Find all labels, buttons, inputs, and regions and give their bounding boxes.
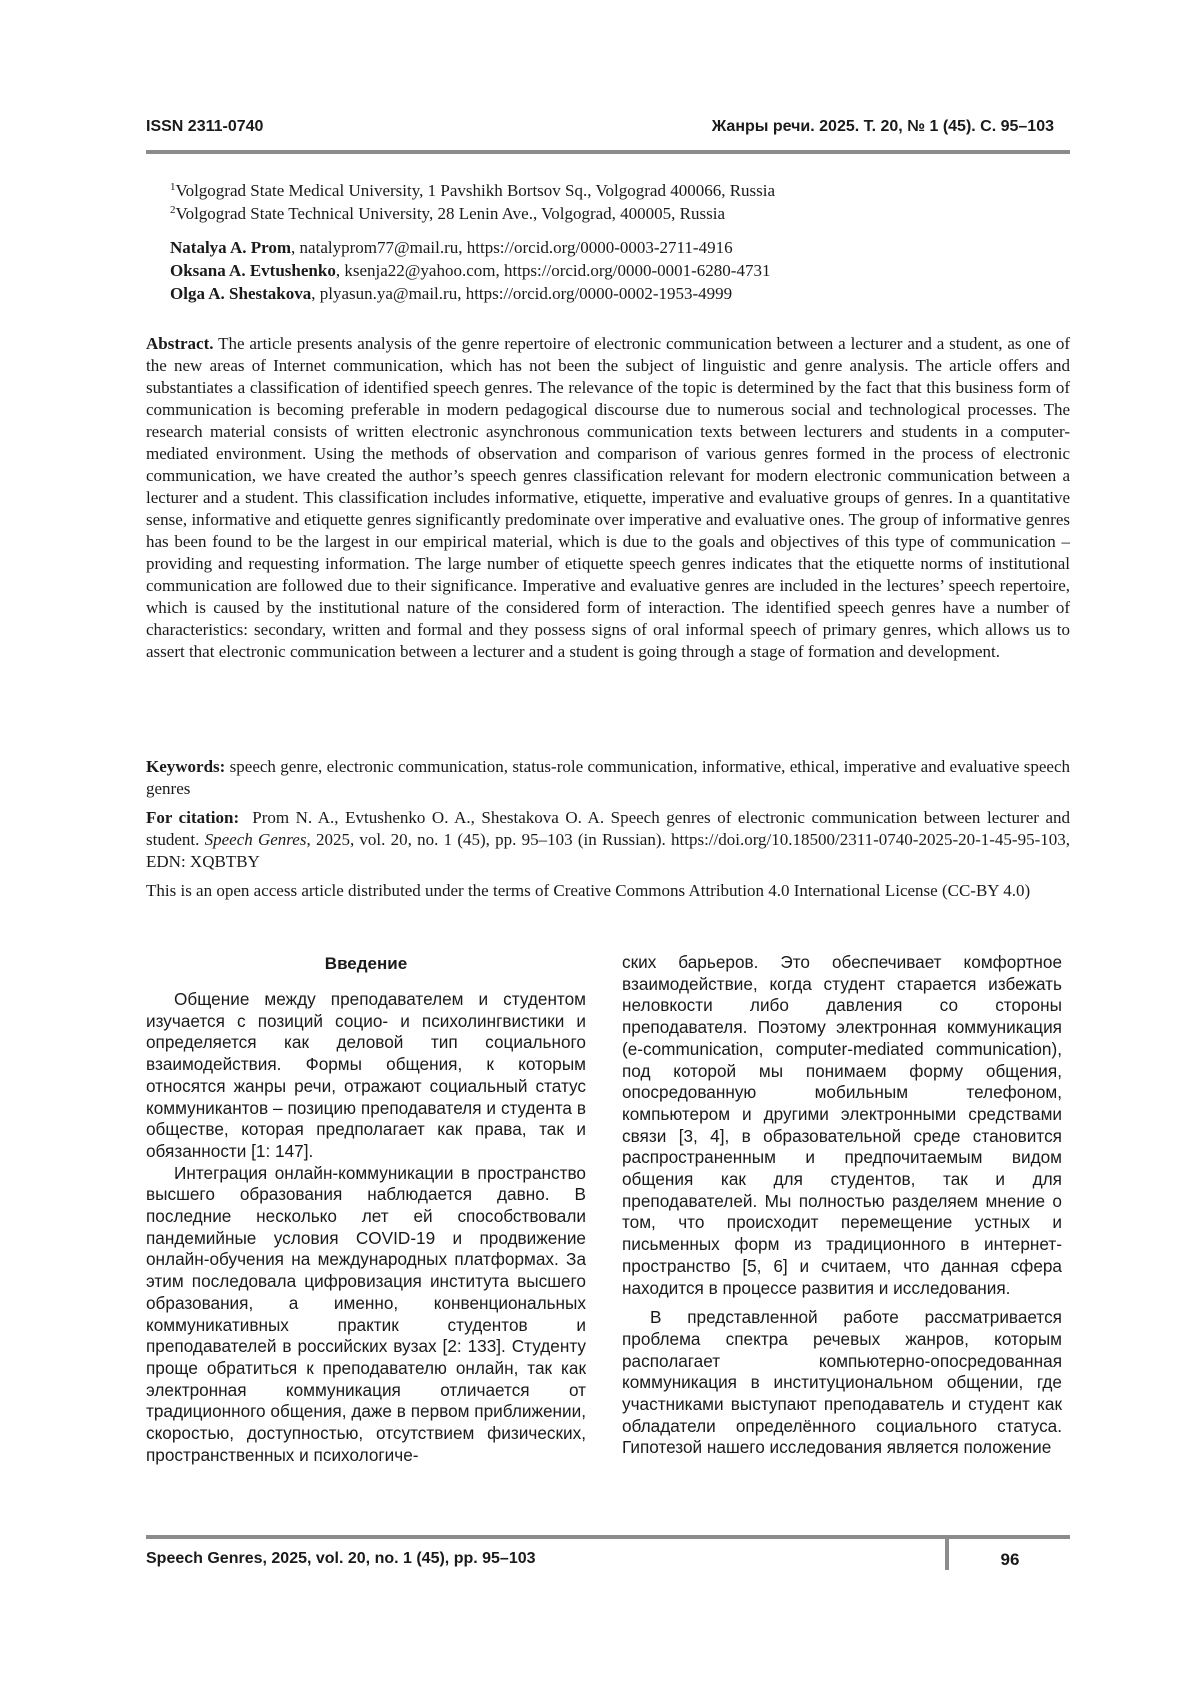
author-list (170, 236, 1070, 305)
author-2 (170, 259, 1070, 282)
paragraph-2-continued: ских барьеров. Это обеспечивает комфортное взаимодействие, когда студент старается избежать неловкости либо давления со стороны преподавателя. Поэтому электронная коммуникация (e-communication, computer-mediated communication), под которой мы понимаем форму общения, опосредованную мобильным телефоном, компьютером и другими электронными средствами связи [3, 4], в образовательной среде становится распространенным и предпочитаемым видом общения как для студентов, так и для преподавателей. Мы полностью разделяем мнение о том, что происходит перемещение устных и письменных форм из традиционного в интернет-пространство [5, 6] и считаем, что данная сфера находится в процессе развития и исследования. (622, 952, 1062, 1299)
journal-reference: Жанры речи. 2025. Т. 20, № 1 (45). С. 95–103 (712, 118, 1054, 136)
affiliation-1 (170, 179, 1070, 202)
footer-divider (945, 1535, 949, 1570)
author-3 (170, 282, 1070, 305)
abstract-text: The article presents analysis of the genre repertoire of electronic communication between a lecturer and a student, as one of the new areas of Internet communication, which has not been the subject of linguistic and genre analysis. The article offers and substantiates a classification of identified speech genres. The relevance of the topic is determined by the fact that this business form of communication is becoming preferable in modern pedagogical discourse due to numerous social and technological processes. The research material consists of written electronic asynchronous communication texts between lecturers and students in a computer-mediated environment. Using the methods of observation and comparison of various genres formed in the process of electronic communication, we have created the author’s speech genres classification relevant for modern electronic communication between a lecturer and a student. This classification includes informative, etiquette, imperative and evaluative groups of genres. In a quantitative sense, informative and etiquette genres significantly predominate over imperative and evaluative ones. The group of informative genres has been found to be the largest in our empirical material, which is due to the goals and objectives of this type of communication – providing and requesting information. The large number of etiquette speech genres indicates that the etiquette norms of institutional communication are followed due to their significance. Imperative and evaluative genres are included in the lectures’ speech repertoire, which is caused by the institutional nature of the considered form of interaction. The identified speech genres have a number of characteristics: secondary, written and formal and they possess signs of oral informal speech of primary genres, which allows us to assert that electronic communication between a lecturer and a student is going through a stage of formation and development. (146, 334, 1070, 661)
issn-label: ISSN 2311-0740 (146, 118, 263, 136)
author-1-contact[interactable]: , natalyprom77@mail.ru, https://orcid.org/0000-0003-2711-4916 (291, 238, 733, 257)
paragraph-2-start: Интеграция онлайн-коммуникации в пространство высшего образования наблюдается давно. В последние несколько лет ей способствовали пандемийные условия COVID-19 и продвижение онлайн-обучения на международных платформах. За этим последовала цифровизация института высшего образования, а именно, конвенциональных коммуникативных практик студентов и преподавателей в российских вузах [2: 133]. Студенту проще обратиться к преподавателю онлайн, так как электронная коммуникация отличается от традиционного общения, даже в первом приближении, скоростью, доступностью, отсутствием физических, пространственных и психологиче- (146, 1163, 586, 1467)
body-column-left (146, 952, 586, 1466)
affiliation-2-text: Volgograd State Technical University, 28 Lenin Ave., Volgograd, 400005, Russia (176, 204, 726, 223)
affiliation-1-text: Volgograd State Medical University, 1 Pavshikh Bortsov Sq., Volgograd 400066, Russia (176, 181, 776, 200)
citation-label: For citation: (146, 808, 239, 827)
affiliation-2 (170, 202, 1070, 225)
author-1-name: Natalya A. Prom (170, 238, 291, 257)
author-1 (170, 236, 1070, 259)
keywords-label: Keywords: (146, 757, 225, 776)
author-2-name: Oksana A. Evtushenko (170, 261, 336, 280)
author-2-contact[interactable]: , ksenja22@yahoo.com, https://orcid.org/0000-0001-6280-4731 (336, 261, 771, 280)
footer-rule (146, 1535, 1070, 1539)
citation-journal: Speech Genres (205, 830, 307, 849)
author-3-name: Olga A. Shestakova (170, 284, 311, 303)
citation (146, 807, 1070, 873)
license-notice: This is an open access article distributed under the terms of Creative Commons Attribution 4.0 International License (CC-BY 4.0) (146, 880, 1070, 902)
section-heading: Введение (146, 952, 586, 976)
affiliations (170, 179, 1070, 225)
citation-text-before: Prom N. A., Evtushenko O. A., Shestakova O. A. Speech genres of electronic communication between lecturer and student. (146, 808, 1070, 849)
journal-page (0, 0, 1200, 1697)
body-column-right (622, 952, 1062, 1459)
running-header (146, 115, 1054, 139)
paragraph-3: В представленной работе рассматривается проблема спектра речевых жанров, которым располагает компьютерно-опосредованная коммуникация в институциональном общении, где участниками выступают преподаватель и студент как обладатели определённого социального статуса. Гипотезой нашего исследования является положение (622, 1307, 1062, 1459)
abstract (146, 333, 1070, 663)
keywords (146, 756, 1070, 800)
citation-text-after[interactable]: , 2025, vol. 20, no. 1 (45), pp. 95–103 (in Russian). https://doi.org/10.18500/2311-0740-2025-20-1-45-95-103, EDN: XQBTBY (146, 830, 1070, 871)
affiliation-1-number: 1 (170, 181, 176, 193)
author-3-contact[interactable]: , plyasun.ya@mail.ru, https://orcid.org/0000-0002-1953-4999 (311, 284, 732, 303)
paragraph-1: Общение между преподавателем и студентом изучается с позиций социо- и психолингвистики и определяется как деловой тип социального взаимодействия. Формы общения, к которым относятся жанры речи, отражают социальный статус коммуникантов – позицию преподавателя и студента в обществе, которая предполагает как права, так и обязанности [1: 147]. (146, 989, 586, 1163)
abstract-label: Abstract. (146, 334, 214, 353)
affiliation-2-number: 2 (170, 204, 176, 216)
keywords-text: speech genre, electronic communication, status-role communication, informative, ethical, imperative and evaluative speech genres (146, 757, 1070, 798)
page-number: 96 (990, 1550, 1030, 1570)
header-rule (146, 150, 1070, 154)
footer-journal: Speech Genres, 2025, vol. 20, no. 1 (45), pp. 95–103 (146, 1550, 536, 1568)
